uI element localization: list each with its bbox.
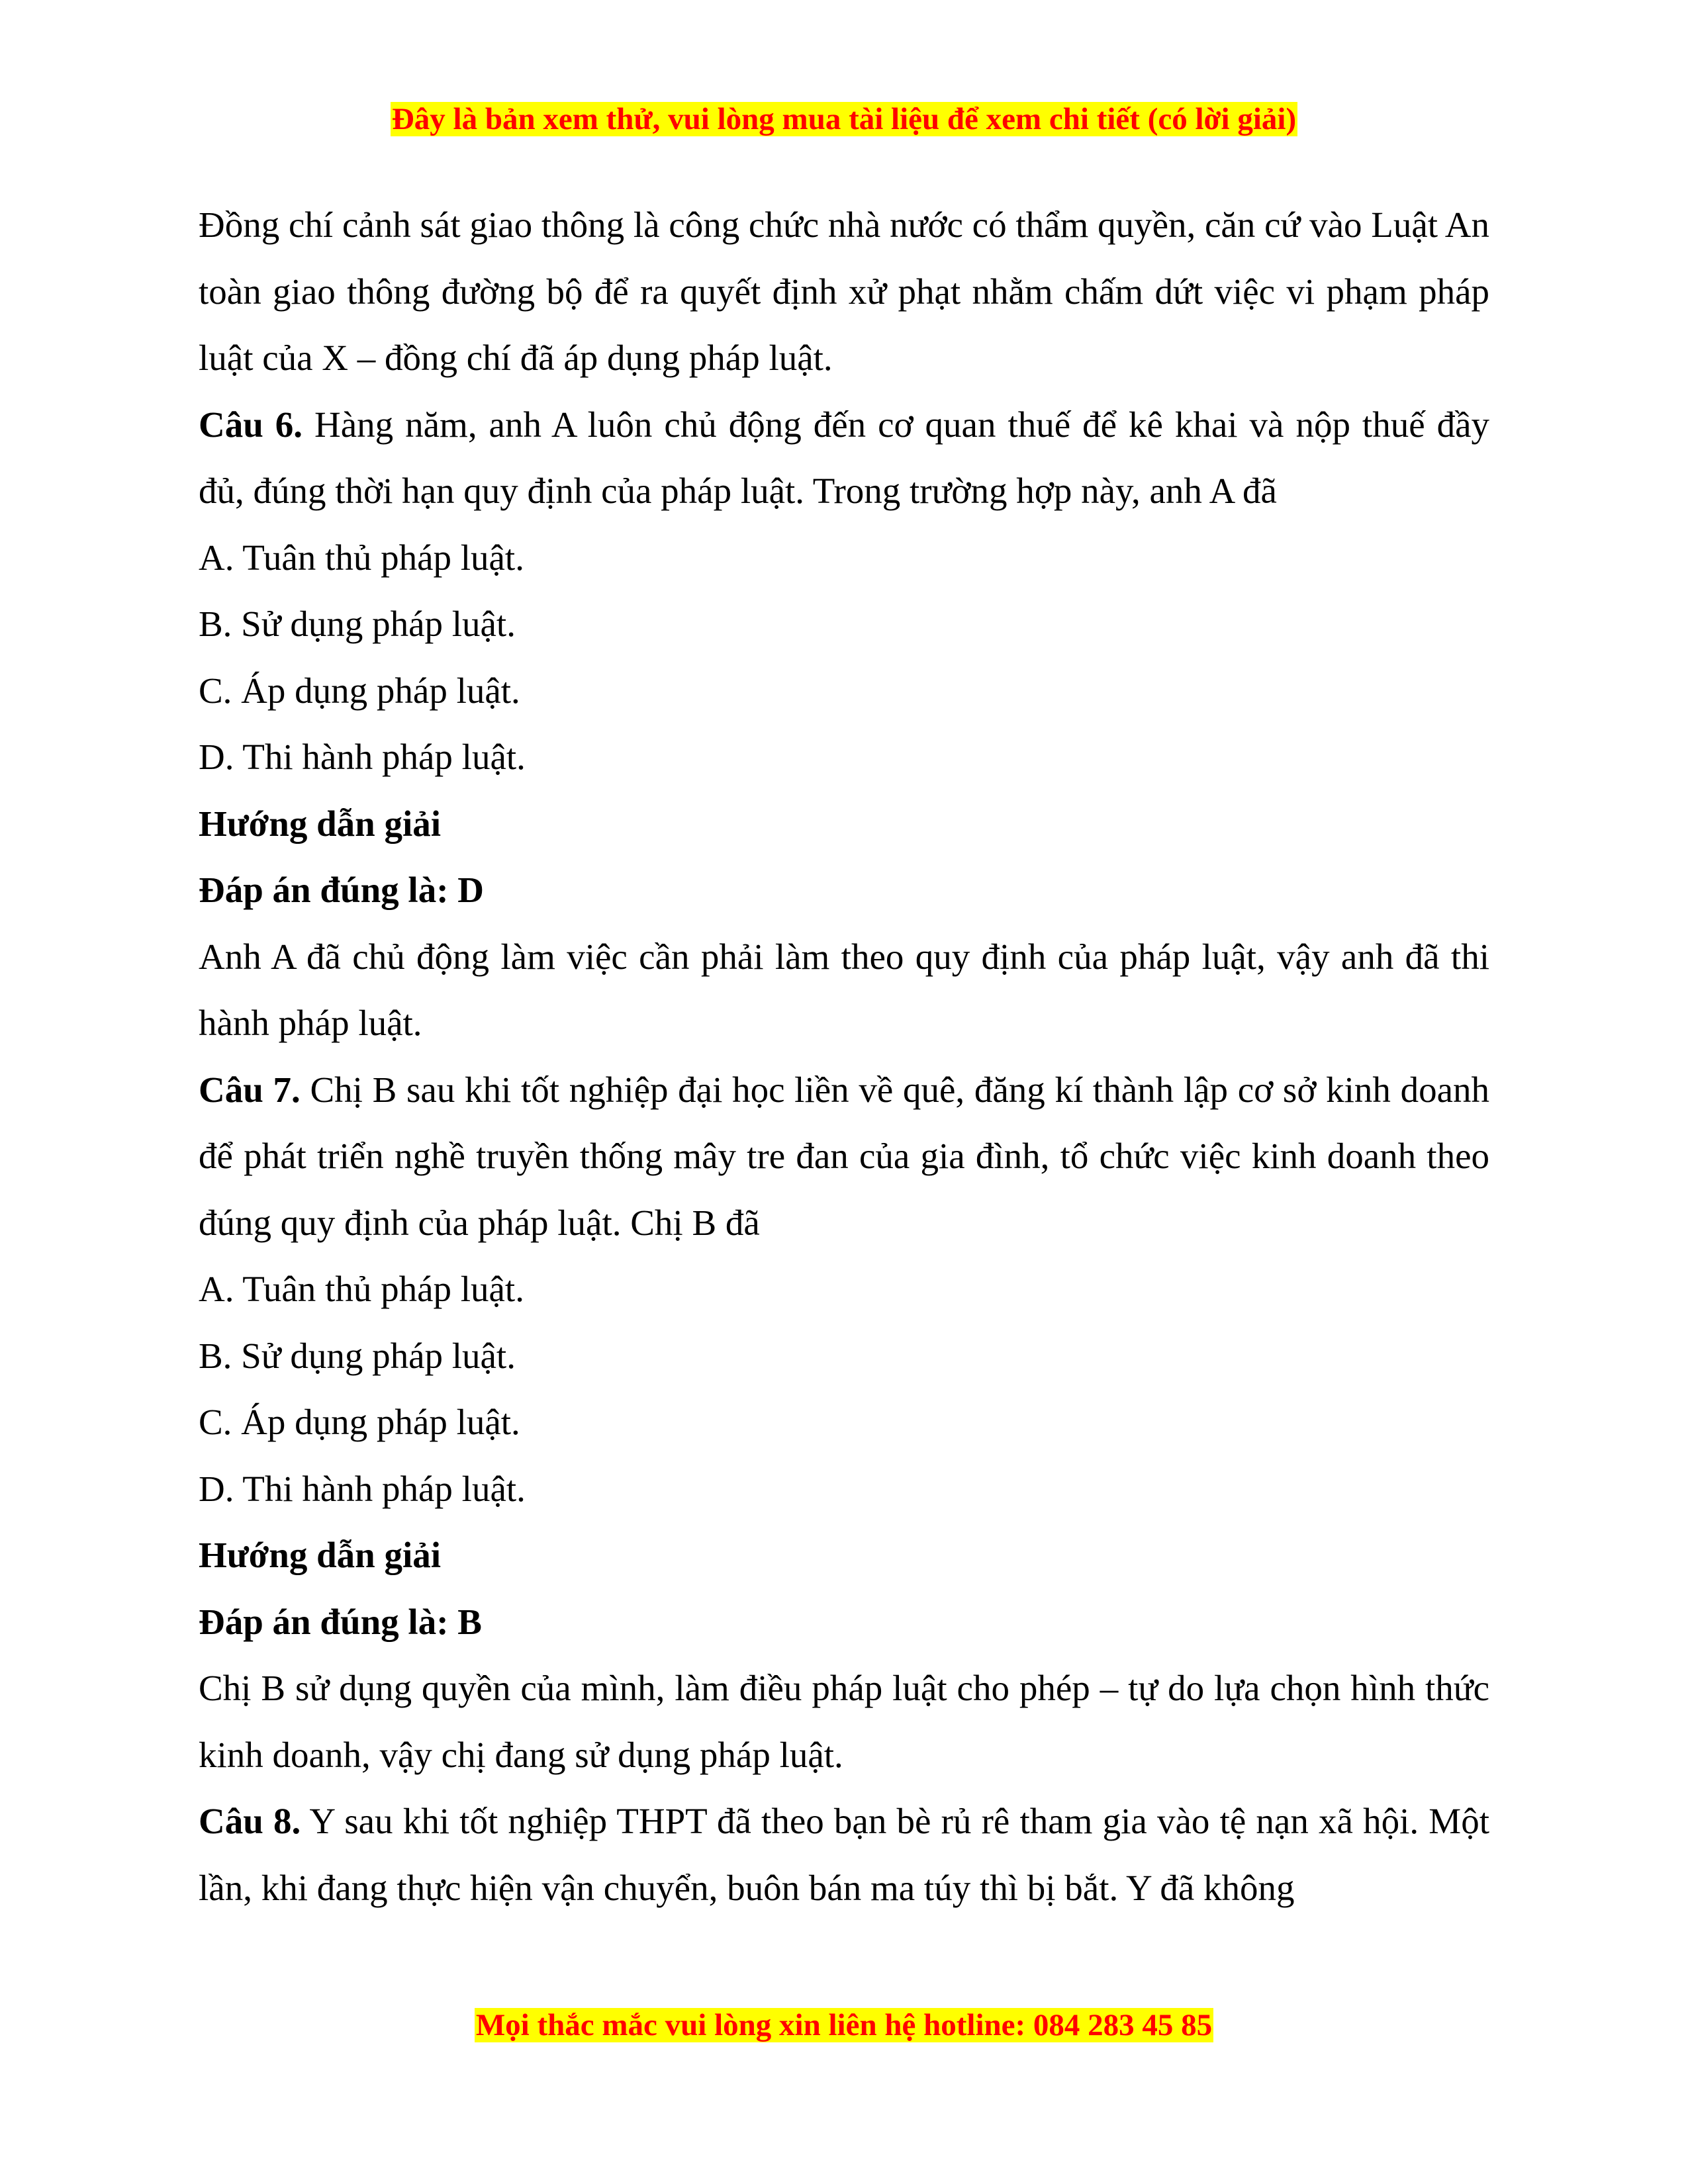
question-6-explanation: Anh A đã chủ động làm việc cần phải làm theo quy định của pháp luật, vậy anh đã thi hành pháp luật. — [199, 936, 1489, 1043]
question-7-answer: Đáp án đúng là: B — [199, 1601, 482, 1642]
question-8 — [199, 1788, 1489, 1921]
question-8-text: Y sau khi tốt nghiệp THPT đã theo bạn bè rủ rê tham gia vào tệ nạn xã hội. Một lần, khi đang thực hiện vận chuyển, buôn bán ma túy thì bị bắt. Y đã không — [199, 1801, 1489, 1908]
question-7 — [199, 1057, 1489, 1257]
header-notice — [0, 99, 1688, 139]
footer-notice-text: Mọi thắc mắc vui lòng xin liên hệ hotline: 084 283 45 85 — [475, 2008, 1213, 2042]
question-7-explanation: Chị B sử dụng quyền của mình, làm điều pháp luật cho phép – tự do lựa chọn hình thức kinh doanh, vậy chị đang sử dụng pháp luật. — [199, 1668, 1489, 1775]
question-7-label: Câu 7. — [199, 1069, 301, 1110]
question-7-option-b: B. Sử dụng pháp luật. — [199, 1335, 516, 1376]
question-6-answer: Đáp án đúng là: D — [199, 870, 484, 910]
question-7-guide-heading: Hướng dẫn giải — [199, 1535, 442, 1575]
question-6-option-c: C. Áp dụng pháp luật. — [199, 670, 520, 711]
question-6-guide-heading: Hướng dẫn giải — [199, 803, 442, 844]
question-6-option-d: D. Thi hành pháp luật. — [199, 737, 526, 777]
question-6 — [199, 392, 1489, 525]
question-6-option-b: B. Sử dụng pháp luật. — [199, 604, 516, 644]
question-7-text: Chị B sau khi tốt nghiệp đại học liền về quê, đăng kí thành lập cơ sở kinh doanh để phát triển nghề truyền thống mây tre đan của gia đình, tổ chức việc kinh doanh theo đúng quy định của pháp luật. Chị B đã — [199, 1069, 1489, 1243]
question-7-option-a: A. Tuân thủ pháp luật. — [199, 1269, 524, 1309]
question-6-label: Câu 6. — [199, 404, 303, 445]
document-body — [199, 192, 1489, 1921]
question-6-text: Hàng năm, anh A luôn chủ động đến cơ quan thuế để kê khai và nộp thuế đầy đủ, đúng thời hạn quy định của pháp luật. Trong trường hợp này, anh A đã — [199, 404, 1490, 511]
question-6-option-a: A. Tuân thủ pháp luật. — [199, 537, 524, 578]
question-8-label: Câu 8. — [199, 1801, 301, 1841]
footer-notice — [0, 2005, 1688, 2045]
question-7-option-c: C. Áp dụng pháp luật. — [199, 1402, 520, 1442]
question-7-option-d: D. Thi hành pháp luật. — [199, 1468, 526, 1509]
header-notice-text: Đây là bản xem thử, vui lòng mua tài liệu để xem chi tiết (có lời giải) — [391, 102, 1297, 136]
intro-paragraph: Đồng chí cảnh sát giao thông là công chức nhà nước có thẩm quyền, căn cứ vào Luật An toàn giao thông đường bộ để ra quyết định xử phạt nhằm chấm dứt việc vi phạm pháp luật của X – đồng chí đã áp dụng pháp luật. — [199, 205, 1489, 378]
